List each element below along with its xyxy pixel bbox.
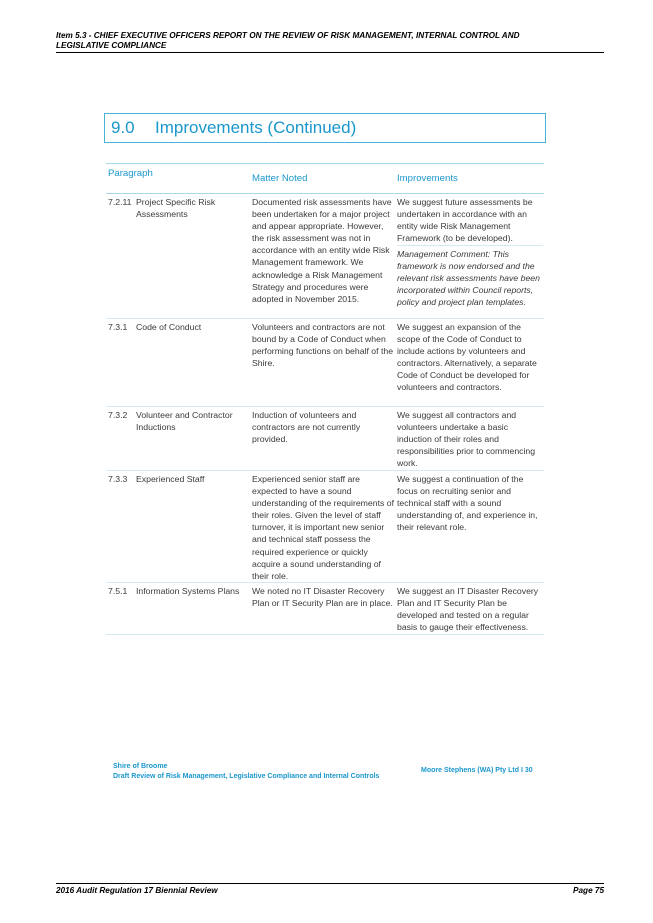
improvements-table (106, 163, 544, 635)
matter-noted: Experienced senior staff are expected to have a sound understanding of the requirements of their roles. Given the level of staff turnover, it is important new senior and technical staff possess the required experience or quickly acquire a sound understanding of their role. (252, 474, 394, 581)
improvement: We suggest an IT Disaster Recovery Plan and IT Security Plan be developed and tested on a regular basis to gauge their effectiveness. (397, 586, 539, 633)
table-header (106, 163, 544, 194)
matter-noted: We noted no IT Disaster Recovery Plan or IT Security Plan are in place. (252, 586, 393, 609)
paragraph-title: Volunteer and Contractor Inductions (136, 410, 233, 433)
column-header-matter: Matter Noted (252, 173, 308, 184)
paragraph-number: 7.2.11 (108, 197, 132, 207)
agenda-item-line2: LEGISLATIVE COMPLIANCE (56, 41, 167, 50)
matter-noted: Documented risk assessments have been undertaken for a major project and appear appropriate. However, the risk assessment was not in accordance with an entity wide Risk Management framework. We acknowledge a Risk Management Strategy and procedures were adopted in November 2015. (252, 197, 392, 304)
agenda-item-header (56, 31, 604, 53)
table-row (106, 319, 544, 407)
report-footer-firm-page: Moore Stephens (WA) Pty Ltd I 30 (421, 767, 533, 774)
paragraph-title: Code of Conduct (136, 322, 202, 332)
table-row (106, 471, 544, 583)
page-footer-title: 2016 Audit Regulation 17 Biennial Review (56, 886, 218, 895)
improvement: We suggest future assessments be undertaken in accordance with an entity wide Risk Management Framework (to be developed). (397, 197, 533, 244)
page-number: Page 75 (573, 886, 604, 895)
column-header-improvements: Improvements (397, 173, 458, 184)
management-comment: Management Comment: This framework is now endorsed and the relevant risk assessments have been incorporated within Council reports, policy and project plan templates. (397, 245, 543, 308)
paragraph-title: Experienced Staff (136, 474, 205, 484)
paragraph-number: 7.5.1 (108, 586, 128, 596)
improvement: We suggest an expansion of the scope of the Code of Conduct to include actions by volunteers and contractors. Alternatively, a separate Code of Conduct be developed for volunteers and contractors. (397, 322, 537, 393)
agenda-item-line1: Item 5.3 - CHIEF EXECUTIVE OFFICERS REPORT ON THE REVIEW OF RISK MANAGEMENT, INTERNAL CONTROL AND (56, 31, 520, 40)
paragraph-number: 7.3.1 (108, 322, 128, 332)
table-row (106, 407, 544, 471)
improvement: We suggest a continuation of the focus on recruiting senior and technical staff with a sound understanding of, and experience in, their relevant role. (397, 474, 538, 533)
section-heading (104, 113, 546, 143)
section-title: Improvements (Continued) (155, 118, 357, 137)
column-header-paragraph: Paragraph (108, 168, 153, 179)
paragraph-title: Information Systems Plans (136, 586, 240, 596)
table-row (106, 194, 544, 319)
section-number: 9.0 (111, 118, 135, 137)
table-row (106, 583, 544, 635)
report-footer-title: Draft Review of Risk Management, Legislative Compliance and Internal Controls (113, 773, 380, 780)
matter-noted: Volunteers and contractors are not bound by a Code of Conduct when performing functions on behalf of the Shire. (252, 322, 394, 369)
paragraph-title: Project Specific Risk Assessments (136, 197, 216, 220)
paragraph-number: 7.3.3 (108, 474, 128, 484)
improvement: We suggest all contractors and volunteers undertake a basic induction of their roles and responsibilities prior to commencing work. (397, 410, 536, 469)
matter-noted: Induction of volunteers and contractors are not currently provided. (252, 410, 361, 445)
page-footer (56, 883, 604, 895)
paragraph-number: 7.3.2 (108, 410, 128, 420)
report-footer (113, 762, 379, 782)
report-footer-org: Shire of Broome (113, 763, 168, 770)
